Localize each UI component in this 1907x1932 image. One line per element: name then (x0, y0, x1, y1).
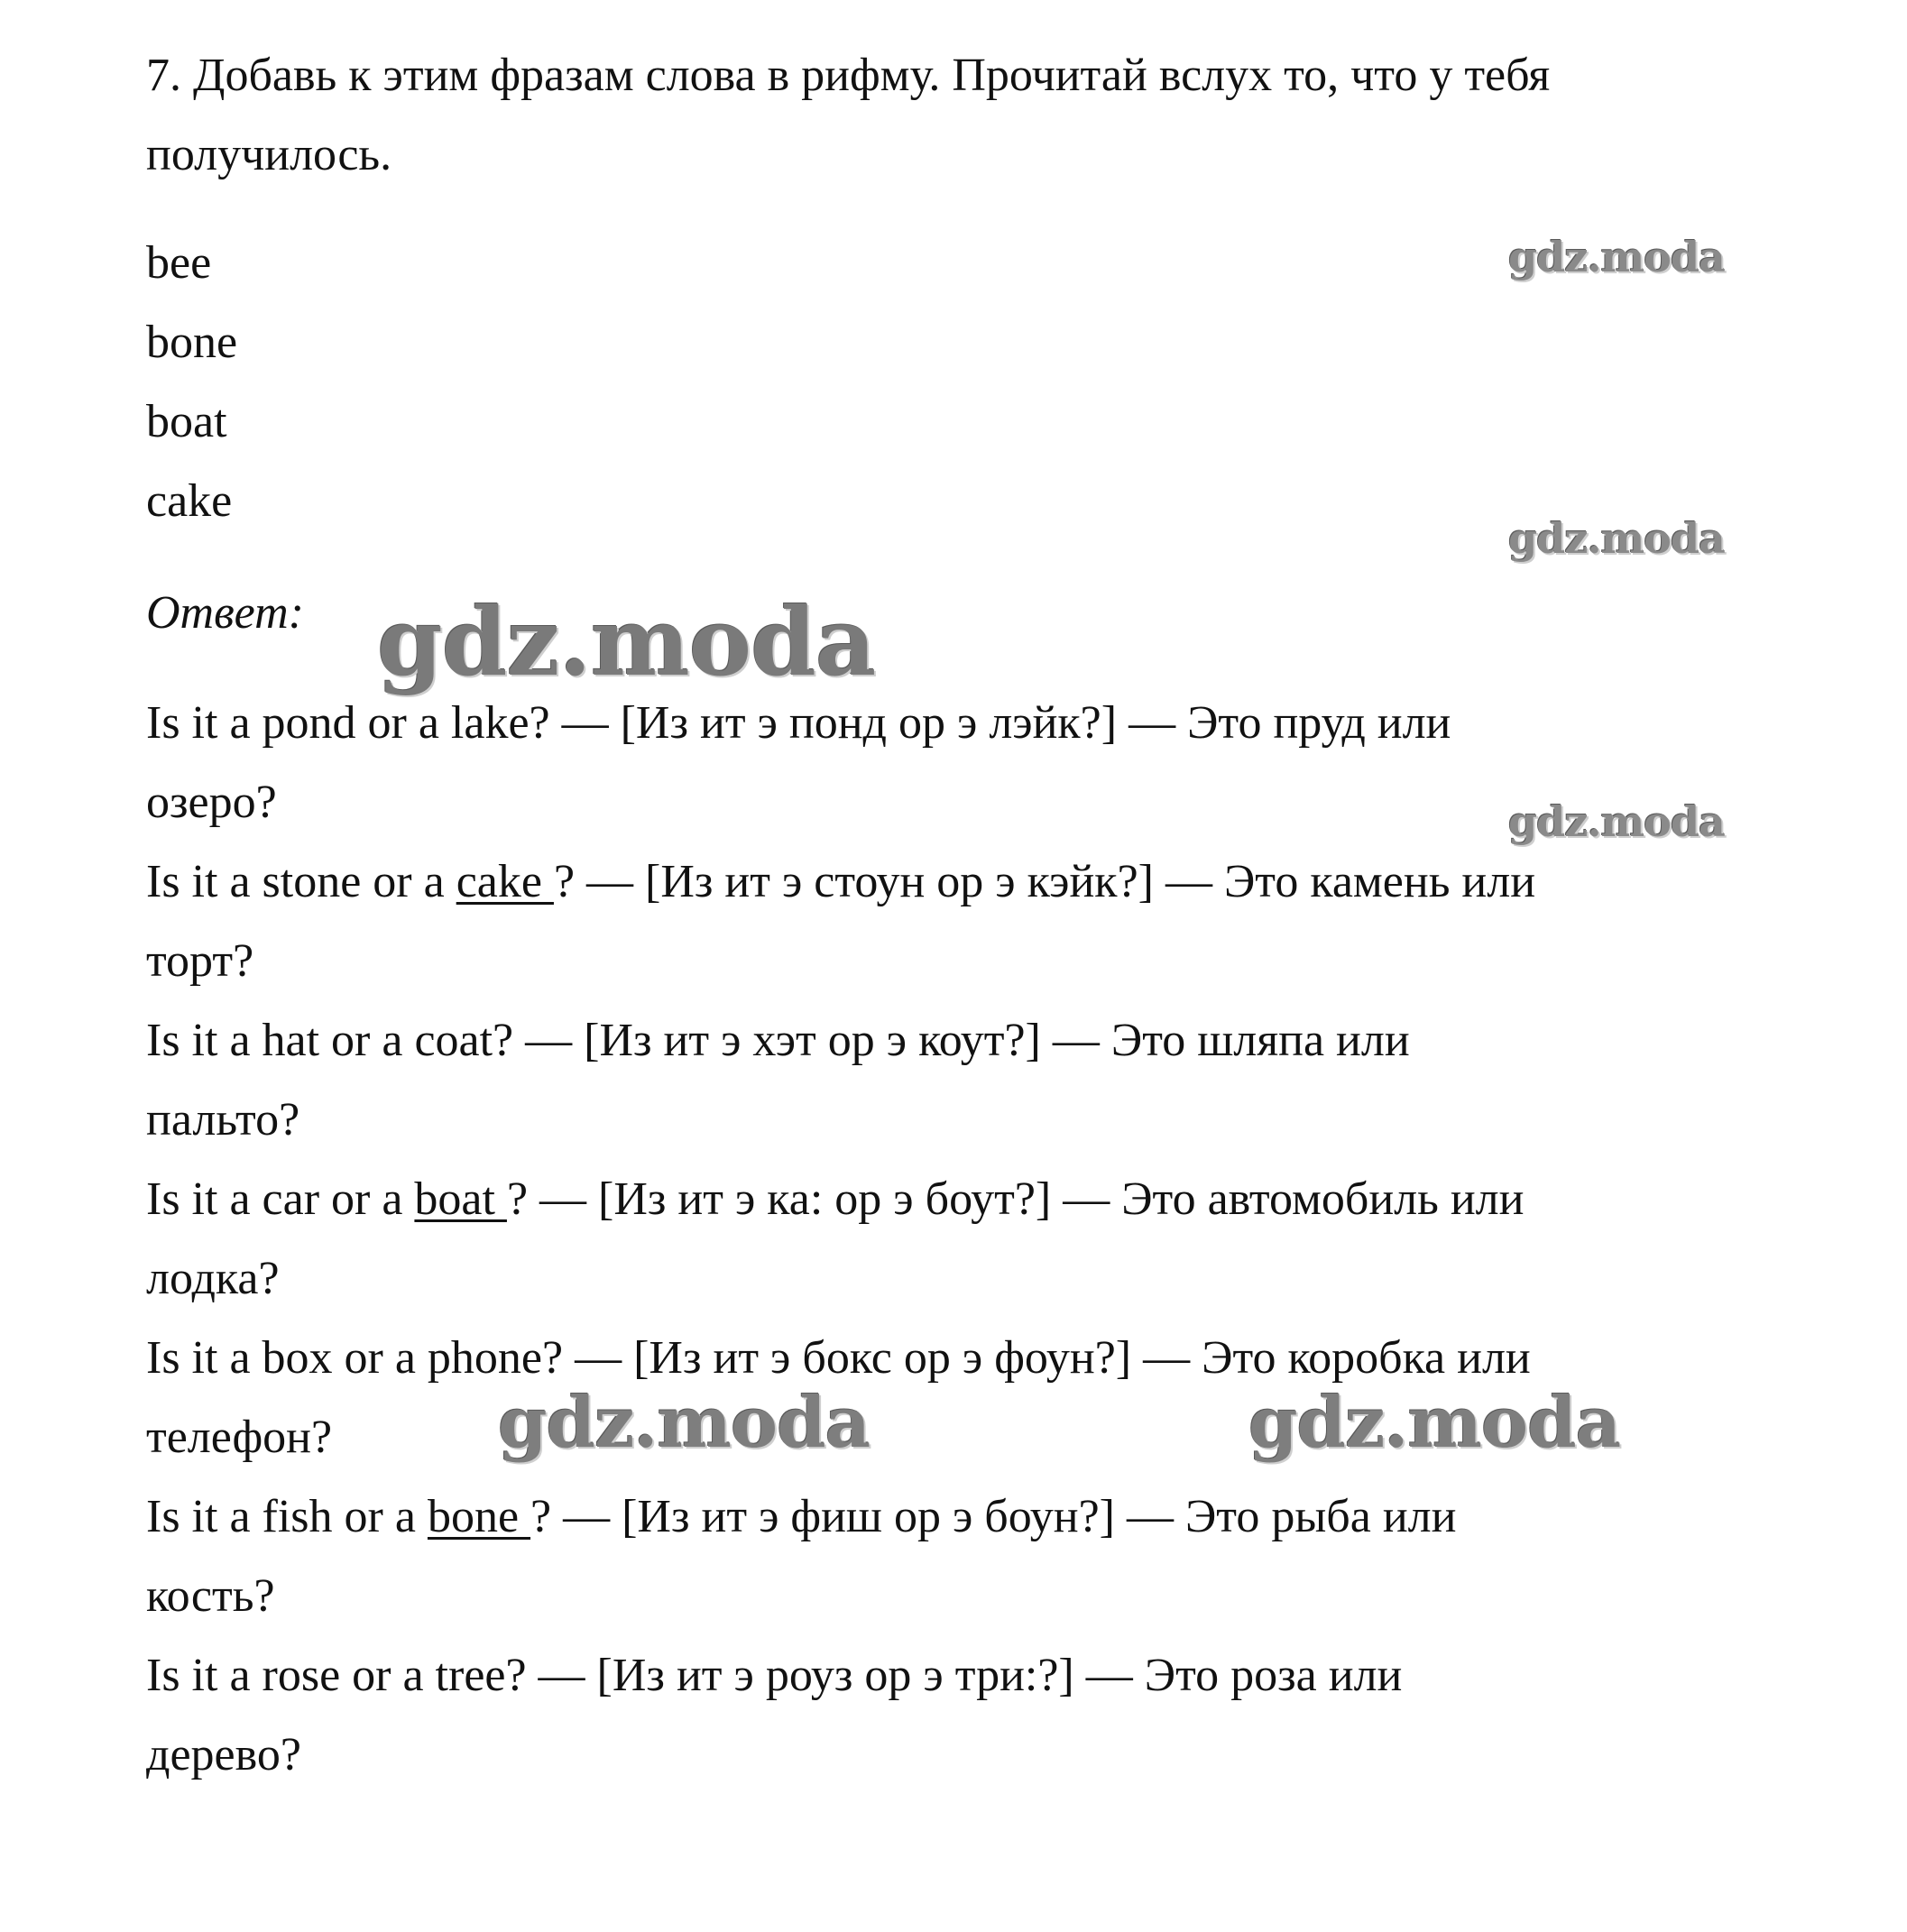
answer-3-line-2: пальто? (146, 1094, 300, 1145)
word-boat: boat (146, 396, 227, 447)
answer-4-line-2: лодка? (146, 1253, 280, 1304)
watermark-3: gdz.moda (377, 586, 876, 697)
answer-5-line-1: Is it a box or a phone? — [Из ит э бокс ор э фоун?] — Это коробка или (146, 1332, 1531, 1384)
answer-6-line-2: кость? (146, 1570, 275, 1622)
answer-7-line-2: дерево? (146, 1729, 301, 1780)
answer-7-line-1: Is it a rose or a tree? — [Из ит э роуз ор э три:?] — Это роза или (146, 1650, 1403, 1701)
watermark-2: gdz.moda (1508, 514, 1725, 563)
watermark-6: gdz.moda (1248, 1382, 1621, 1464)
answer-3-line-1: Is it a hat or a coat? — [Из ит э хэт ор э коут?] — Это шляпа или (146, 1015, 1410, 1066)
word-cake: cake (146, 475, 233, 527)
task-line-1: 7. Добавь к этим фразам слова в рифму. Прочитай вслух то, что у тебя (146, 50, 1551, 101)
answer-2-rhyme: cake (456, 856, 554, 907)
answer-1-line-1: Is it a pond or a lake? — [Из ит э понд ор э лэйк?] — Это пруд или (146, 697, 1451, 749)
answer-2-post: ? — [Из ит э стоун ор э кэйк?] — Это камень или (553, 856, 1536, 907)
task-line-2: получилось. (146, 129, 392, 180)
answer-6-rhyme: bone (427, 1491, 531, 1542)
answer-4-line-1 (146, 1173, 1524, 1227)
answer-label: Ответ: (146, 587, 304, 639)
answer-2-line-1 (146, 855, 1535, 909)
answer-4-post: ? — [Из ит э ка: ор э боут?] — Это автомобиль или (506, 1173, 1525, 1225)
answer-5-line-2: телефон? (146, 1412, 333, 1463)
answer-2-line-2: торт? (146, 935, 254, 987)
answer-6-pre: Is it a fish or a (146, 1491, 428, 1542)
watermark-4: gdz.moda (1508, 797, 1725, 846)
answer-2-pre: Is it a stone or a (146, 856, 456, 907)
word-bee: bee (146, 237, 212, 289)
watermark-1: gdz.moda (1508, 233, 1725, 281)
answer-6-line-1 (146, 1490, 1456, 1544)
answer-4-pre: Is it a car or a (146, 1173, 415, 1225)
answer-4-rhyme: boat (414, 1173, 507, 1225)
answer-6-post: ? — [Из ит э фиш ор э боун?] — Это рыба или (530, 1491, 1457, 1542)
answer-1-line-2: озеро? (146, 777, 277, 828)
watermark-5: gdz.moda (498, 1382, 871, 1464)
word-bone: bone (146, 317, 238, 368)
